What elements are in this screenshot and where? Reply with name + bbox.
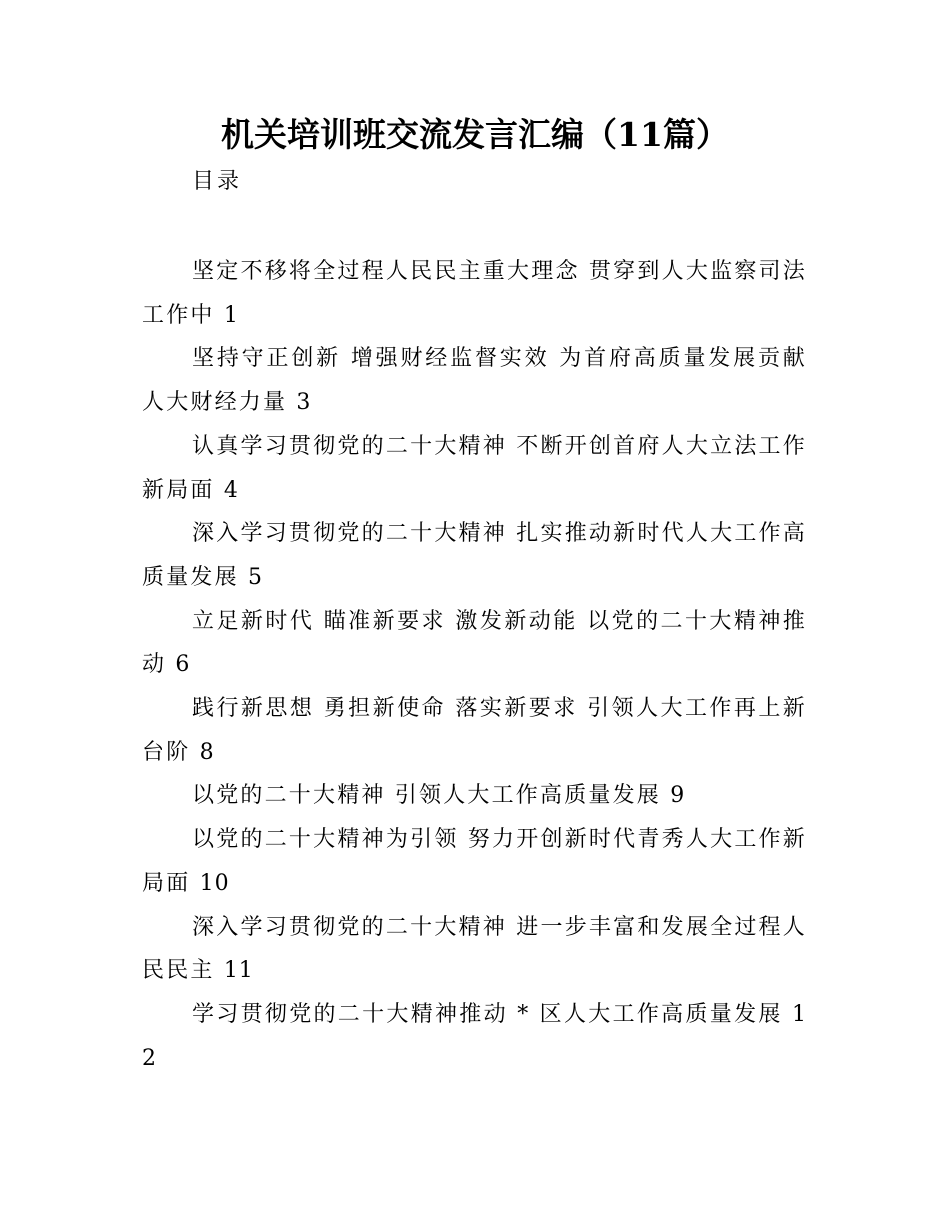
table-of-contents: [142, 250, 807, 1080]
toc-entry[interactable]: [142, 425, 807, 512]
toc-entry-text: 深入学习贯彻党的二十大精神 扎实推动新时代人大工作高质量发展: [142, 521, 807, 590]
toc-entry-page: 3: [296, 390, 312, 416]
toc-entry-text: 践行新思想 勇担新使命 落实新要求 引领人大工作再上新台阶: [142, 696, 807, 765]
toc-heading: 目录: [192, 169, 243, 194]
toc-entry-text: 认真学习贯彻党的二十大精神 不断开创首府人大立法工作新局面: [142, 433, 807, 503]
toc-entry-text: 立足新时代 瞄准新要求 激发新动能 以党的二十大精神推动: [142, 608, 807, 678]
toc-entry-page: 10: [199, 870, 230, 896]
toc-entry-text: 坚持守正创新 增强财经监督实效 为首府高质量发展贡献人大财经力量: [142, 346, 807, 416]
toc-entry-page: 12: [142, 1001, 807, 1071]
toc-entry-text: 学习贯彻党的二十大精神推动 * 区人大工作高质量发展: [192, 1001, 783, 1027]
toc-entry-page: 6: [175, 652, 191, 678]
toc-entry-text: 以党的二十大精神为引领 努力开创新时代青秀人大工作新局面: [142, 827, 807, 896]
toc-entry-page: 4: [223, 477, 239, 503]
toc-entry-page: 1: [223, 302, 239, 328]
toc-entry-text: 以党的二十大精神 引领人大工作高质量发展: [192, 783, 661, 809]
toc-entry[interactable]: [142, 818, 807, 905]
toc-entry[interactable]: [142, 512, 807, 599]
toc-entry-page: 8: [199, 739, 215, 765]
toc-entry[interactable]: [142, 906, 807, 993]
toc-entry-page: 5: [248, 564, 264, 590]
toc-entry-page: 11: [223, 958, 254, 984]
toc-entry-page: 9: [670, 783, 686, 809]
toc-entry-text: 坚定不移将全过程人民民主重大理念 贯穿到人大监察司法工作中: [142, 259, 807, 328]
toc-entry[interactable]: [142, 337, 807, 424]
toc-entry-text: 深入学习贯彻党的二十大精神 进一步丰富和发展全过程人民民主: [142, 914, 807, 984]
toc-entry[interactable]: [142, 687, 807, 774]
toc-entry[interactable]: [142, 774, 807, 818]
toc-entry[interactable]: [142, 993, 807, 1080]
toc-entry[interactable]: [142, 600, 807, 687]
document-title: 机关培训班交流发言汇编（11篇）: [221, 115, 729, 154]
toc-entry[interactable]: [142, 250, 807, 337]
